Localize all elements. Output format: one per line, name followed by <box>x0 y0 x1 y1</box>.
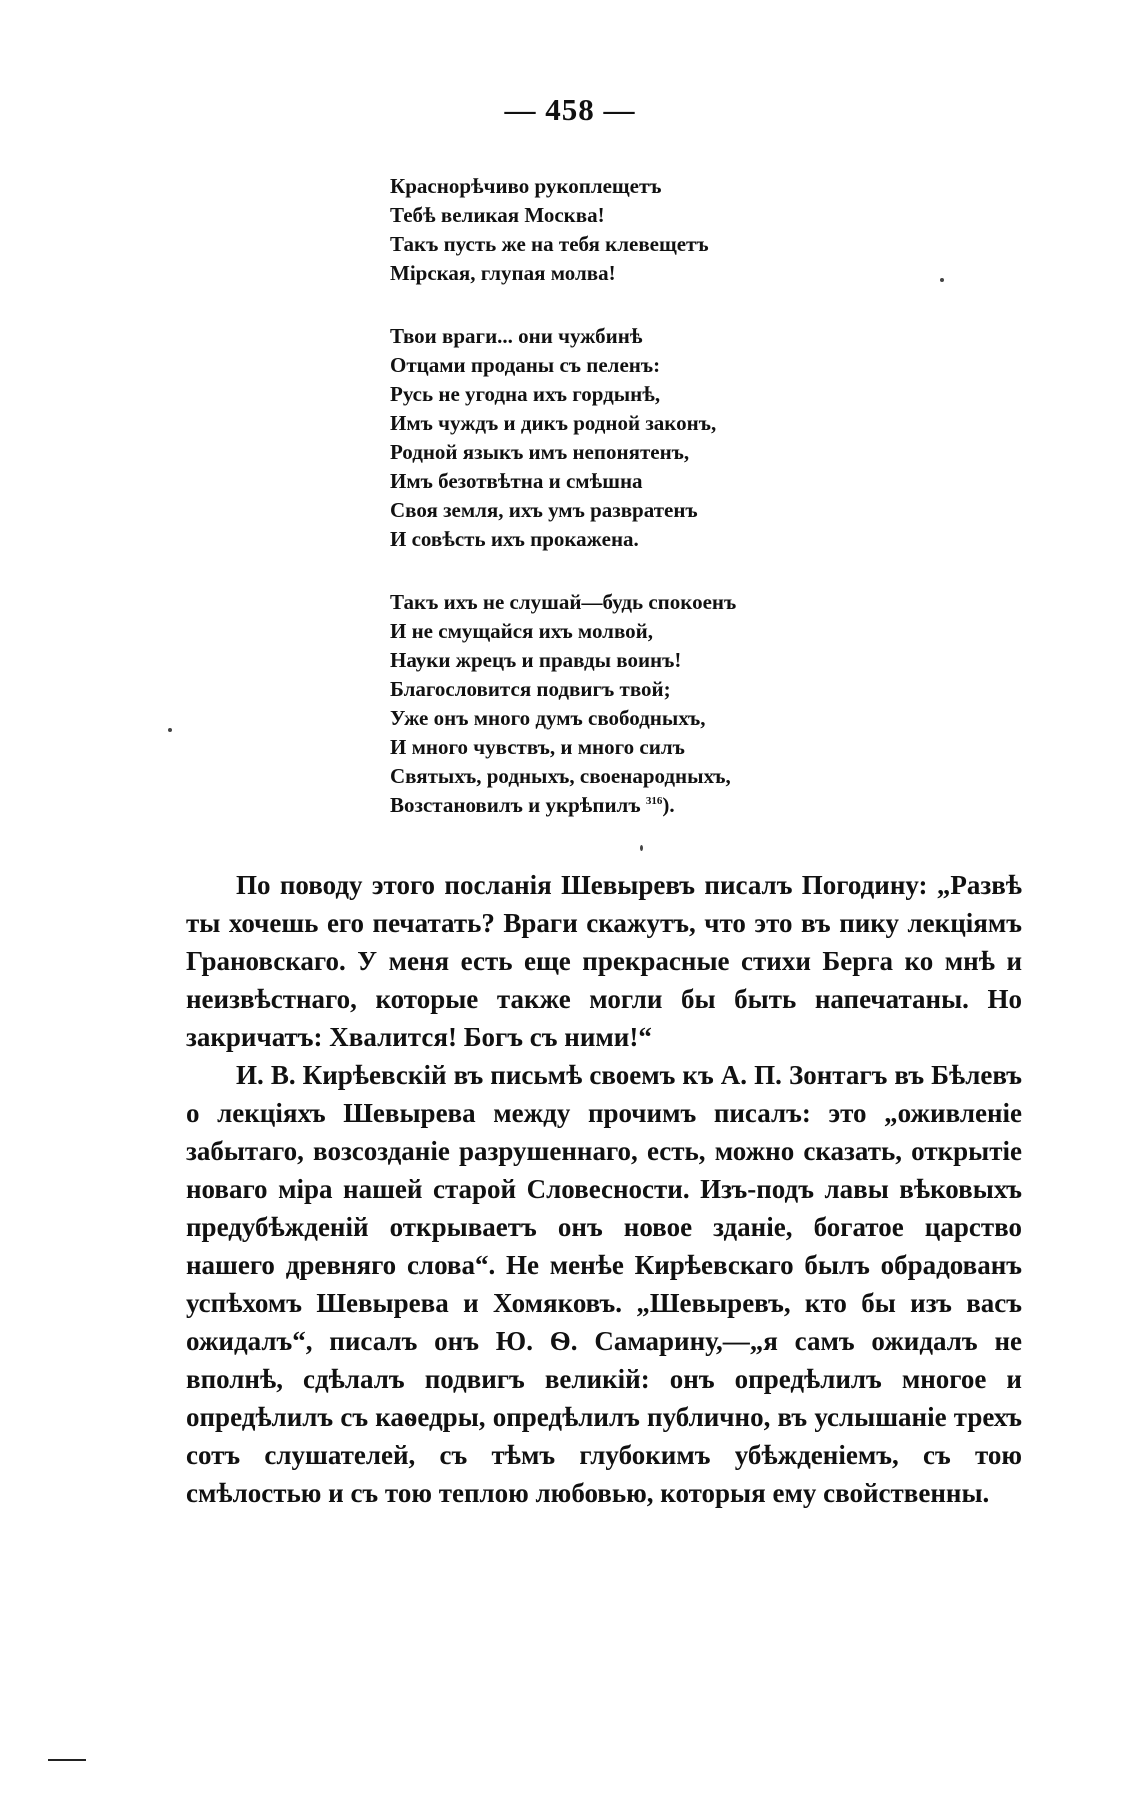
poem-line: Твои враги... они чужбинѣ <box>390 324 643 348</box>
poem-stanza-1 <box>390 172 910 288</box>
poem-line: Родной языкъ имъ непонятенъ, <box>390 440 690 464</box>
poem-line: И совѣсть ихъ прокажена. <box>390 527 639 551</box>
poem-stanza-2 <box>390 322 910 554</box>
page-number: — 458 — <box>504 92 636 127</box>
poem-line: Имъ безотвѣтна и смѣшна <box>390 469 643 493</box>
print-speck <box>940 278 944 282</box>
poem-line: Уже онъ много думъ свободныхъ, <box>390 706 706 730</box>
poem-line: Святыхъ, родныхъ, своенародныхъ, <box>390 764 731 788</box>
poem-line: Такъ пусть же на тебя клевещетъ <box>390 232 709 256</box>
prose-paragraph-2: И. В. Кирѣевскій въ письмѣ своемъ къ А. П. Зонтагъ въ Бѣлевъ о лекціяхъ Шевырева между прочимъ писалъ: это „оживленіе забытаго, возсозданіе разрушеннаго, есть, можно сказать, открытіе новаго міра нашей старой Словесности. Изъ-подъ лавы вѣковыхъ предубѣжденій открываетъ онъ новое зданіе, богатое царство нашего древняго слова“. Не менѣе Кирѣевскаго былъ обрадованъ успѣхомъ Шевырева и Хомяковъ. „Шевыревъ, кто бы изъ васъ ожидалъ“, писалъ онъ Ю. Ѳ. Самарину,—„я самъ ожидалъ не вполнѣ, сдѣлалъ подвигъ великій: онъ опредѣлилъ многое и опредѣлилъ съ каѳедры, опредѣлилъ публично, въ услышаніе трехъ сотъ слушателей, съ тѣмъ глубокимъ убѣжденіемъ, съ тою смѣлостью и съ тою теплою любовью, которыя ему свойственны. <box>186 1060 1022 1508</box>
poem-line-last <box>390 791 910 820</box>
print-speck <box>168 728 172 732</box>
poem-line: Имъ чуждъ и дикъ родной законъ, <box>390 411 717 435</box>
poem-line: И не смущайся ихъ молвой, <box>390 619 654 643</box>
poem-line: И много чувствъ, и много силъ <box>390 735 685 759</box>
print-speck <box>640 845 643 851</box>
poem <box>390 172 910 854</box>
margin-rule-mark <box>48 1759 86 1761</box>
poem-line: Мірская, глупая молва! <box>390 261 616 285</box>
prose-paragraph-1: По поводу этого посланія Шевыревъ писалъ Погодину: „Развѣ ты хочешь его печатать? Враги скажутъ, что это въ пику лекціямъ Грановскаго. У меня есть еще прекрасные стихи Берга ко мнѣ и неизвѣстнаго, которые также могли бы быть напечатаны. Но закричатъ: Хвалится! Богъ съ ними!“ <box>186 870 1022 1052</box>
poem-line: Отцами проданы съ пеленъ: <box>390 353 661 377</box>
poem-line: Русь не угодна ихъ гордынѣ, <box>390 382 661 406</box>
poem-line-tail: ). <box>662 793 675 817</box>
poem-line: Благословится подвигъ твой; <box>390 677 671 701</box>
prose-body <box>186 866 1022 1512</box>
poem-stanza-3 <box>390 588 910 820</box>
footnote-reference: 316 <box>645 795 663 807</box>
poem-line-text: Возстановилъ и укрѣпилъ <box>390 793 641 817</box>
poem-line: Науки жрецъ и правды воинъ! <box>390 648 682 672</box>
poem-line: Такъ ихъ не слушай—будь спокоенъ <box>390 590 737 614</box>
poem-line: Своя земля, ихъ умъ развратенъ <box>390 498 698 522</box>
poem-line: Краснорѣчиво рукоплещетъ <box>390 174 662 198</box>
poem-line: Тебѣ великая Москва! <box>390 203 605 227</box>
